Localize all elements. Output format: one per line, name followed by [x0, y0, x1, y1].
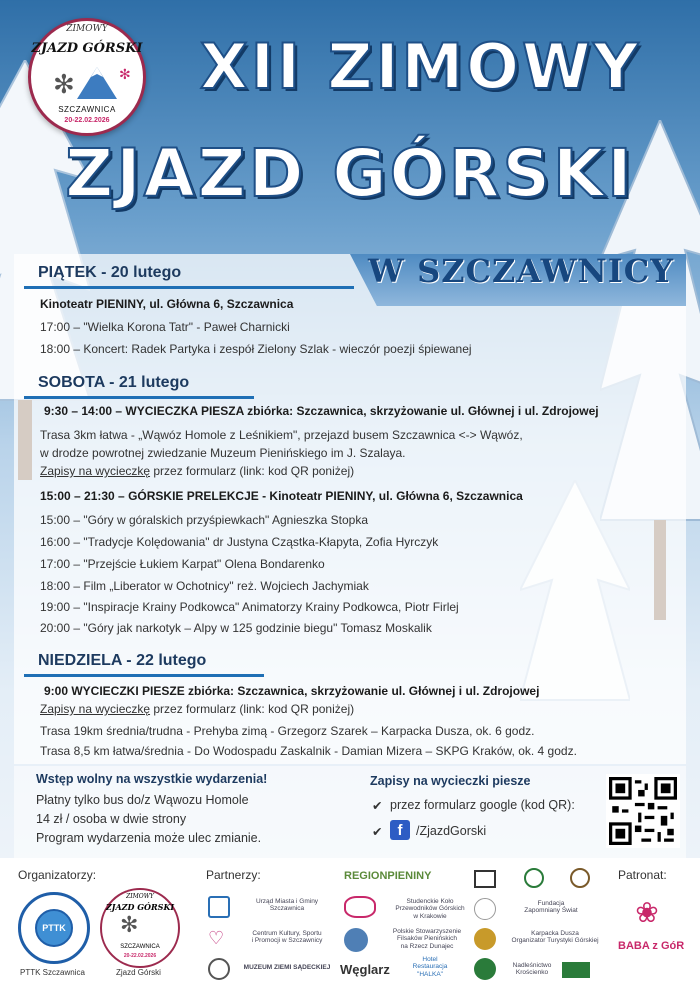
sunday-heading: NIEDZIELA - 22 lutego	[38, 652, 207, 669]
folk-flower-icon: ❀	[635, 896, 659, 929]
change-note: Program wydarzenia może ulec zmianie.	[36, 831, 262, 845]
weglarz-logo: Węglarz	[340, 962, 390, 977]
friday-rule	[24, 286, 354, 289]
saturday-rule	[24, 396, 254, 399]
baba-z-gor-logo: BABA z GóR	[618, 940, 685, 952]
signup-heading: Zapisy na wycieczki piesze	[370, 774, 531, 788]
partner-badge-icon	[524, 868, 544, 888]
pttk-logo	[18, 892, 90, 964]
zg-badge-text-1: ZIMOWY	[126, 893, 154, 900]
free-entry-heading: Wstęp wolny na wszystkie wydarzenia!	[36, 772, 268, 786]
title-line-3: W SZCZAWNICY	[368, 252, 675, 290]
title-line-2: ZJAZD GÓRSKI	[65, 135, 635, 212]
footer	[0, 858, 700, 990]
talk-item: 19:00 – "Inspiracje Krainy Podkowca" Animatorzy Krainy Podkowca, Piotr Firlej	[40, 600, 459, 614]
friday-heading: PIĄTEK - 20 lutego	[38, 264, 182, 281]
zg-badge-text-3: SZCZAWNICA	[120, 944, 160, 950]
friday-venue: Kinoteatr PIENINY, ul. Główna 6, Szczawnica	[40, 297, 294, 311]
talk-item: 18:00 – Film „Liberator w Ochotnicy" reż. Wojciech Jachymiak	[40, 579, 369, 593]
sunday-signup: Zapisy na wycieczkę przez formularz (link: kod QR poniżej)	[40, 702, 355, 716]
fundacja-logo-icon	[474, 898, 496, 920]
lasy-logo-icon	[562, 962, 590, 978]
signup-link[interactable]: Zapisy na wycieczkę	[40, 702, 151, 716]
nadlesnictwo-label: Nadleśnictwo Krościenko	[512, 962, 552, 977]
svg-text:✻: ✻	[53, 70, 75, 100]
zg-badge-text-2: ZJAZD GÓRSKI	[105, 902, 175, 912]
fundacja-label: Fundacja Zapomniany Świat	[524, 900, 578, 915]
snowflake-icon: ✻	[120, 913, 139, 938]
check-icon: ✔	[372, 825, 383, 839]
talk-item: 17:00 – "Przejście Łukiem Karpat" Olena Bondarenko	[40, 557, 325, 571]
talk-item: 15:00 – "Góry w góralskich przyśpiewkach" Agnieszka Stopka	[40, 513, 369, 527]
partner-badge-icon	[570, 868, 590, 888]
sunday-route: Trasa 8,5 km łatwa/średnia - Do Wodospadu Zaskalnik - Damian Mizera – SKPG Kraków, ok. 4 godz.	[40, 744, 577, 758]
skpg-logo-icon	[344, 896, 376, 918]
pttk-partner-icon	[474, 870, 496, 888]
muzeum-label: MUZEUM ZIEMI SĄDECKIEJ	[243, 964, 331, 971]
psfp-logo-icon	[344, 928, 368, 952]
svg-text:✻: ✻	[119, 67, 131, 83]
friday-item: 17:00 – "Wielka Korona Tatr" - Paweł Charnicki	[40, 320, 290, 334]
logo-text-4: 20-22.02.2026	[64, 117, 110, 124]
studenckie-label: Studenckie Koło Przewodników Górskich w Krakowie	[395, 898, 465, 920]
zg-caption: Zjazd Górski	[116, 968, 161, 977]
facebook-icon[interactable]: f	[390, 820, 410, 840]
check-icon: ✔	[372, 799, 383, 813]
sunday-rule	[24, 674, 264, 677]
talk-item: 16:00 – "Tradycje Kolędowania" dr Justyna Cząstka-Kłapyta, Zofia Hyrczyk	[40, 535, 439, 549]
logo-text-3: SZCZAWNICA	[58, 105, 116, 114]
qr-code-icon	[609, 777, 677, 845]
saturday-signup: Zapisy na wycieczkę przez formularz (link: kod QR poniżej)	[40, 464, 355, 478]
saturday-hike-line: w drodze powrotnej zwiedzanie Muzeum Pienińskiego im J. Szalaya.	[40, 446, 406, 460]
saturday-hike-line: Trasa 3km łatwa - „Wąwóz Homole z Leśnikiem", przejazd busem Szczawnica <-> Wąwóz,	[40, 428, 523, 442]
centrum-label: Centrum Kultury, Sportu i Promocji w Szczawnicy	[251, 930, 323, 945]
saturday-hike-heading: 9:30 – 14:00 – WYCIECZKA PIESZA zbiórka: Szczawnica, skrzyżowanie ul. Głównej i ul. Zdrojowej	[44, 404, 599, 418]
logo-text-2: ZJAZD GÓRSKI	[31, 41, 143, 56]
price-note: 14 zł / osoba w dwie strony	[36, 812, 187, 826]
sunday-route: Trasa 19km średnia/trudna - Prehyba zimą - Grzegorz Szarek – Karpacka Dusza, ok. 6 godz.	[40, 724, 535, 738]
muzeum-logo-icon	[208, 958, 230, 980]
regionpieniny-logo: REGIONPIENINY	[344, 870, 432, 882]
friday-item: 18:00 – Koncert: Radek Partyka i zespół Zielony Szlak - wieczór poezji śpiewanej	[40, 342, 472, 356]
psfp-label: Polskie Stowarzyszenie Filsaków Pienińskich na Rzecz Dunajec	[392, 928, 462, 950]
facebook-link[interactable]: /ZjazdGorski	[416, 824, 487, 838]
logo-text-1: ZIMOWY	[66, 24, 108, 34]
partners-label: Partnerzy:	[206, 868, 261, 882]
zjazd-gorski-logo	[100, 888, 180, 968]
zg-badge-text-4: 20-22.02.2026	[123, 953, 157, 959]
heart-icon: ♡	[208, 928, 225, 949]
karpacka-logo-icon	[474, 928, 496, 950]
patron-label: Patronat:	[618, 868, 667, 882]
google-form-text: przez formularz google (kod QR):	[390, 798, 575, 812]
saturday-talks-heading: 15:00 – 21:30 – GÓRSKIE PRELEKCJE - Kinoteatr PIENINY, ul. Główna 6, Szczawnica	[40, 489, 523, 503]
saturday-heading: SOBOTA - 21 lutego	[38, 374, 190, 391]
sunday-hike-heading: 9:00 WYCIECZKI PIESZE zbiórka: Szczawnica, skrzyżowanie ul. Głównej i ul. Zdrojowej	[44, 684, 540, 698]
karpacka-label: Karpacka Dusza Organizator Turystyki Górskiej	[511, 930, 599, 945]
urzad-label: Urząd Miasta i Gminy Szczawnica	[255, 898, 319, 913]
talk-item: 20:00 – "Góry jak narkotyk – Alpy w 125 godzinie biegu" Tomasz Moskalik	[40, 621, 432, 635]
title-line-1: XII ZIMOWY	[200, 30, 642, 103]
signup-link[interactable]: Zapisy na wycieczkę	[40, 464, 151, 478]
pttk-badge-text: PTTK	[42, 923, 66, 933]
bus-note: Płatny tylko bus do/z Wąwozu Homole	[36, 793, 249, 807]
hotel-halka-label: Hotel Restauracja "HALKA"	[412, 956, 448, 978]
pttk-caption: PTTK Szczawnica	[20, 968, 85, 977]
qr-code[interactable]	[606, 774, 680, 848]
organizers-label: Organizatorzy:	[18, 868, 97, 882]
nadlesnictwo-logo-icon	[474, 958, 496, 980]
urzad-logo-icon	[208, 896, 230, 918]
